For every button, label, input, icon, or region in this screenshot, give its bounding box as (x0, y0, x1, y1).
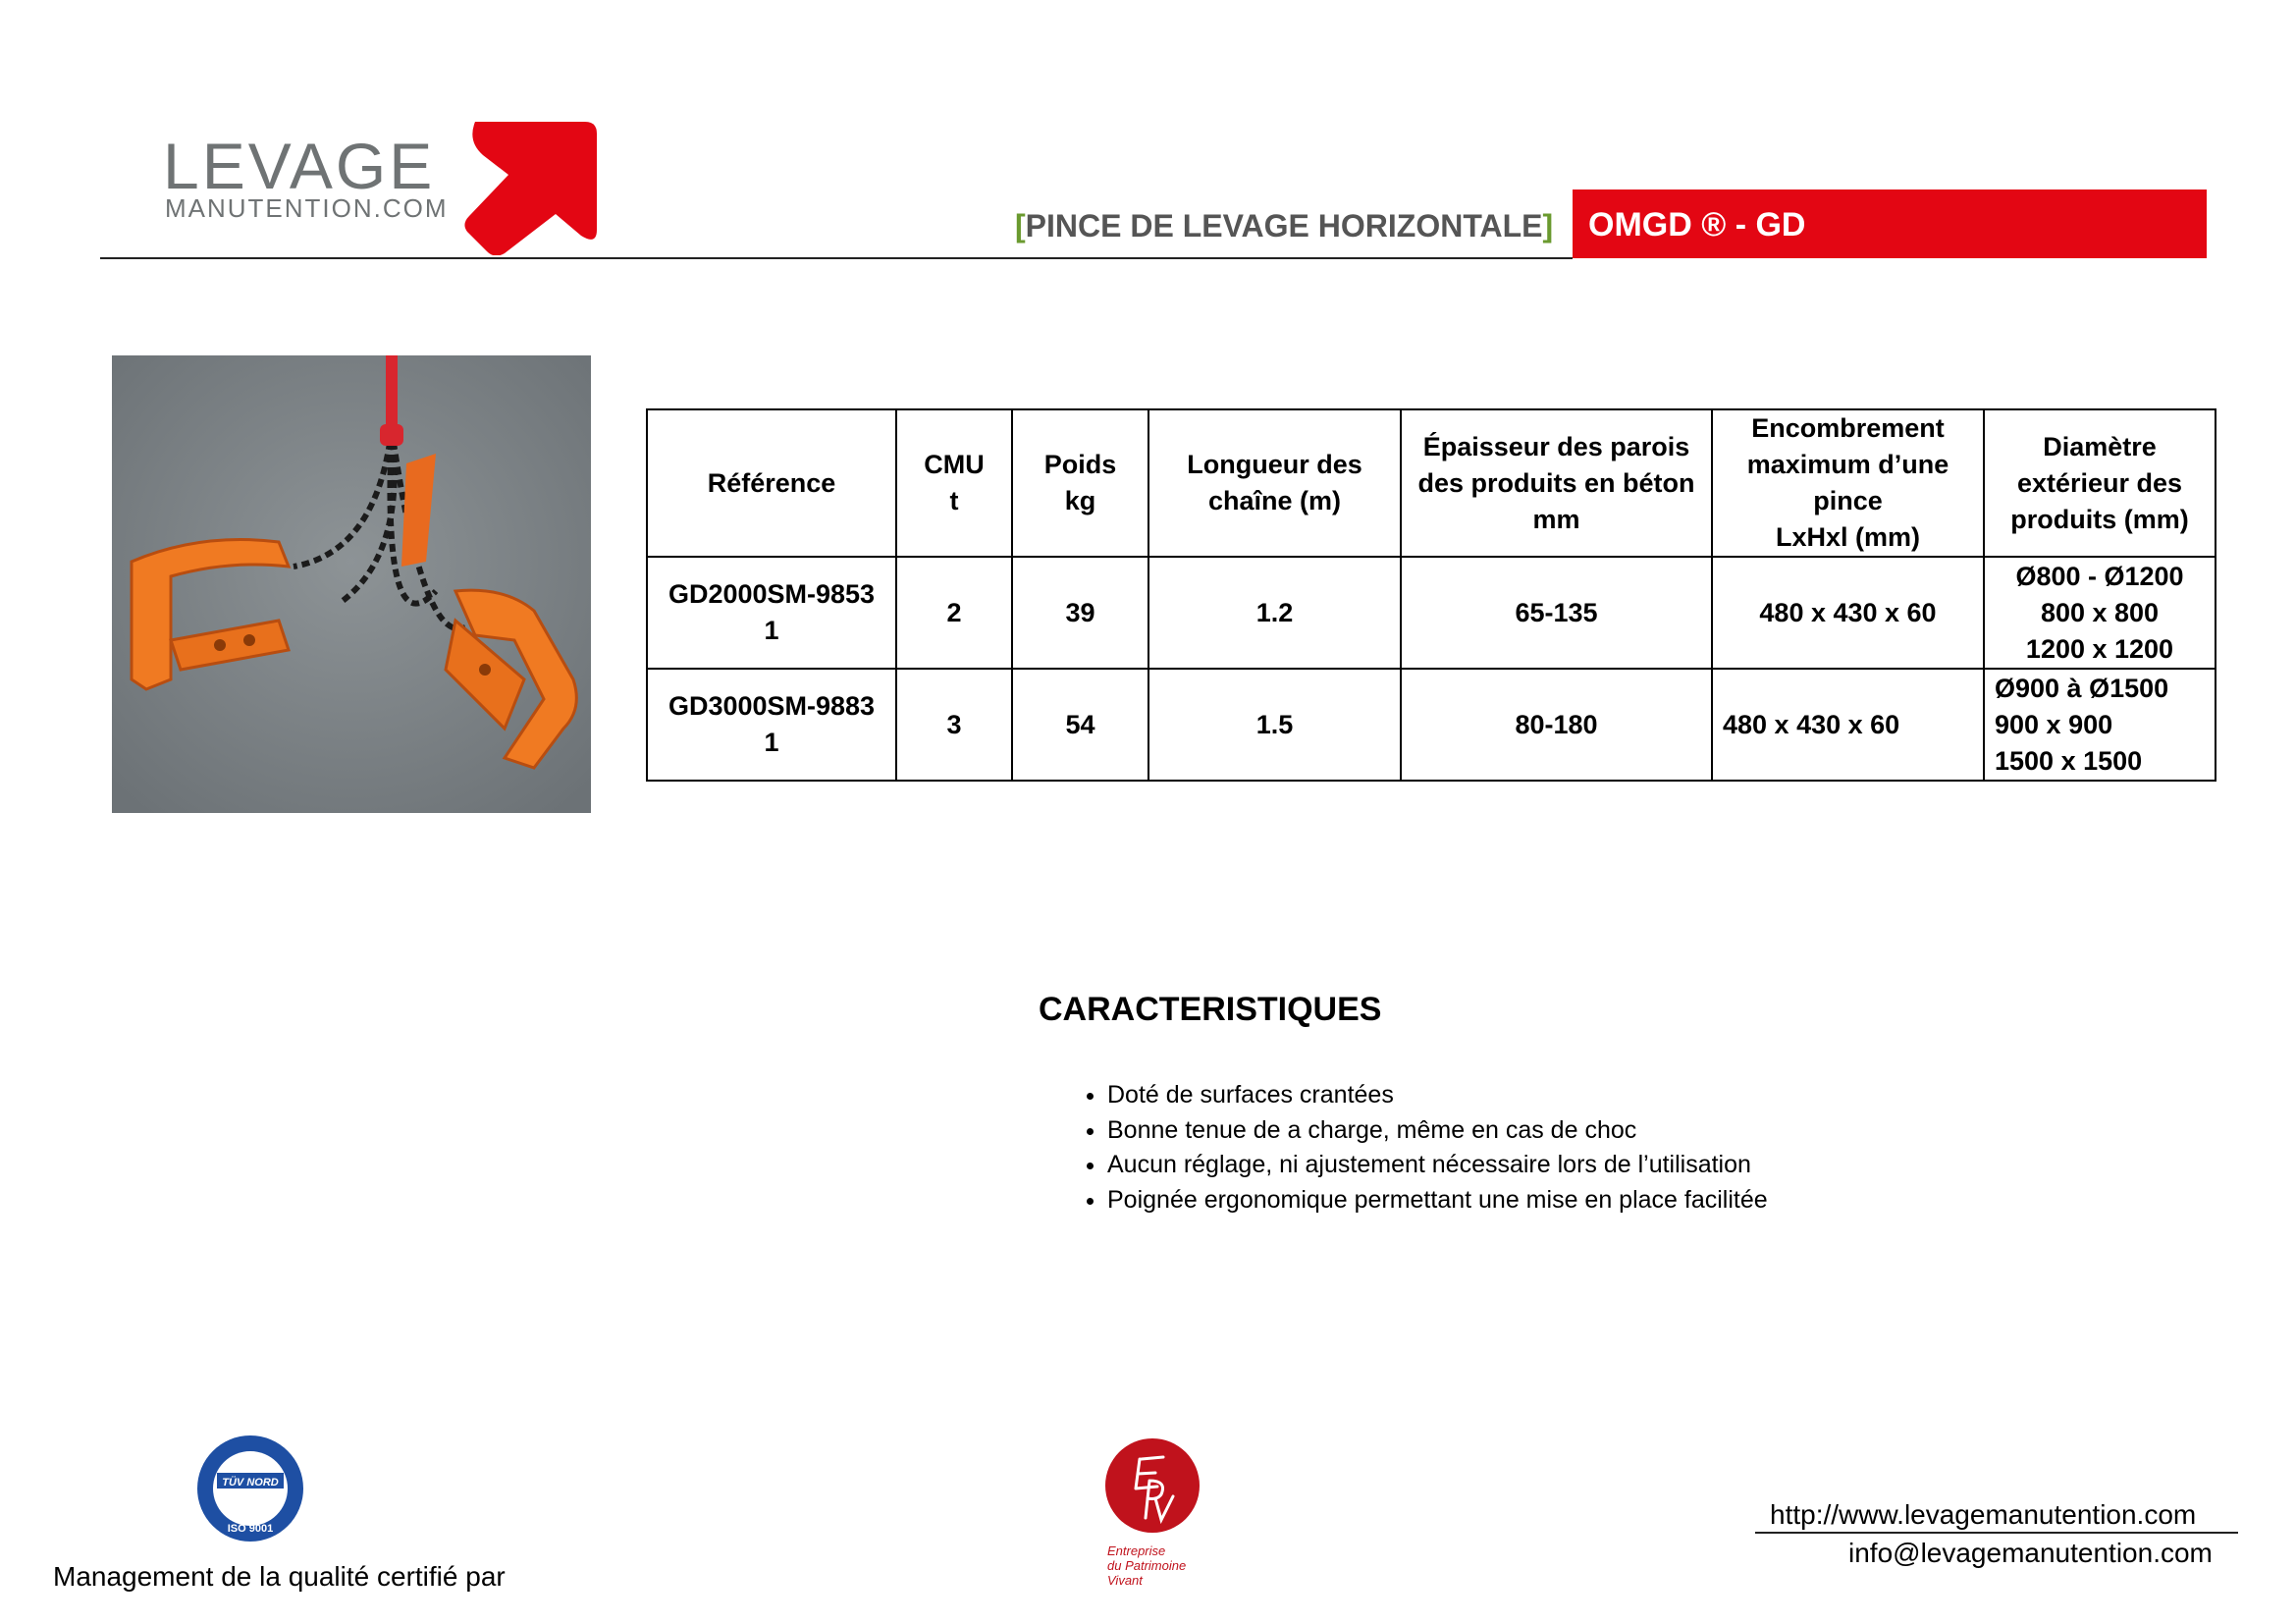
product-badge (1573, 189, 2207, 258)
website-link[interactable]: http://www.levagemanutention.com (1770, 1499, 2197, 1530)
cell-diametre: Ø800 - Ø1200 800 x 800 1200 x 1200 (1984, 557, 2216, 669)
table-header-row (647, 409, 2216, 557)
cell-poids: 39 (1012, 557, 1148, 669)
logo-wordmark-manutention: MANUTENTION.COM (165, 193, 449, 223)
header-poids: Poids kg (1012, 409, 1148, 557)
epv-caption: Entreprise du Patrimoine Vivant (1107, 1543, 1187, 1588)
cell-encombrement: 480 x 430 x 60 (1712, 669, 1984, 781)
product-category-title (1015, 206, 1553, 245)
list-item: • Aucun réglage, ni ajustement nécessaire lors de l’utilisation (1107, 1148, 2089, 1183)
category-text: PINCE DE LEVAGE HORIZONTALE (1025, 208, 1543, 244)
list-item: • Doté de surfaces crantées (1107, 1078, 2089, 1113)
list-item: • Poignée ergonomique permettant une mise en place facilitée (1107, 1183, 2089, 1218)
product-badge-label: OMGD ® - GD (1588, 206, 1806, 244)
cell-epaisseur: 65-135 (1401, 557, 1712, 669)
header-diametre: Diamètre extérieur des produits (mm) (1984, 409, 2216, 557)
tuv-iso-certification-icon (195, 1434, 305, 1543)
characteristics-list (1039, 1078, 2089, 1218)
cell-reference: GD3000SM-9883 1 (647, 669, 896, 781)
cell-longueur: 1.2 (1148, 557, 1401, 669)
header-reference: Référence (647, 409, 896, 557)
email-link[interactable]: info@levagemanutention.com (1848, 1538, 2213, 1568)
cell-cmu: 3 (896, 669, 1012, 781)
logo-wordmark-levage: LEVAGE (163, 130, 436, 202)
characteristics-title: CARACTERISTIQUES (1039, 991, 1382, 1028)
tuv-bottom-text: ISO 9001 (227, 1523, 274, 1535)
epv-logo-icon (1104, 1437, 1201, 1534)
bracket-close: ] (1542, 208, 1554, 244)
header-longueur: Longueur des chaîne (m) (1148, 409, 1401, 557)
header-cmu: CMU t (896, 409, 1012, 557)
logo-arrow-icon (461, 116, 601, 255)
list-item: • Bonne tenue de a charge, même en cas de choc (1107, 1113, 2089, 1149)
table-row (647, 669, 2216, 781)
header-epaisseur: Épaisseur des parois des produits en béton mm (1401, 409, 1712, 557)
table-row (647, 557, 2216, 669)
tuv-top-text: TÜV NORD (222, 1477, 279, 1489)
cell-poids: 54 (1012, 669, 1148, 781)
cell-longueur: 1.5 (1148, 669, 1401, 781)
header-rule (100, 257, 1573, 259)
spec-table (646, 408, 2216, 782)
product-photo (112, 355, 591, 813)
footer-rule (1755, 1532, 2238, 1534)
cell-epaisseur: 80-180 (1401, 669, 1712, 781)
header-encombrement: Encombrement maximum d’une pince LxHxl (mm) (1712, 409, 1984, 557)
cell-cmu: 2 (896, 557, 1012, 669)
cell-encombrement: 480 x 430 x 60 (1712, 557, 1984, 669)
quality-certification-text: Management de la qualité certifié par (53, 1561, 506, 1592)
cell-diametre: Ø900 à Ø1500 900 x 900 1500 x 1500 (1984, 669, 2216, 781)
bracket-open: [ (1015, 208, 1026, 244)
cell-reference: GD2000SM-9853 1 (647, 557, 896, 669)
